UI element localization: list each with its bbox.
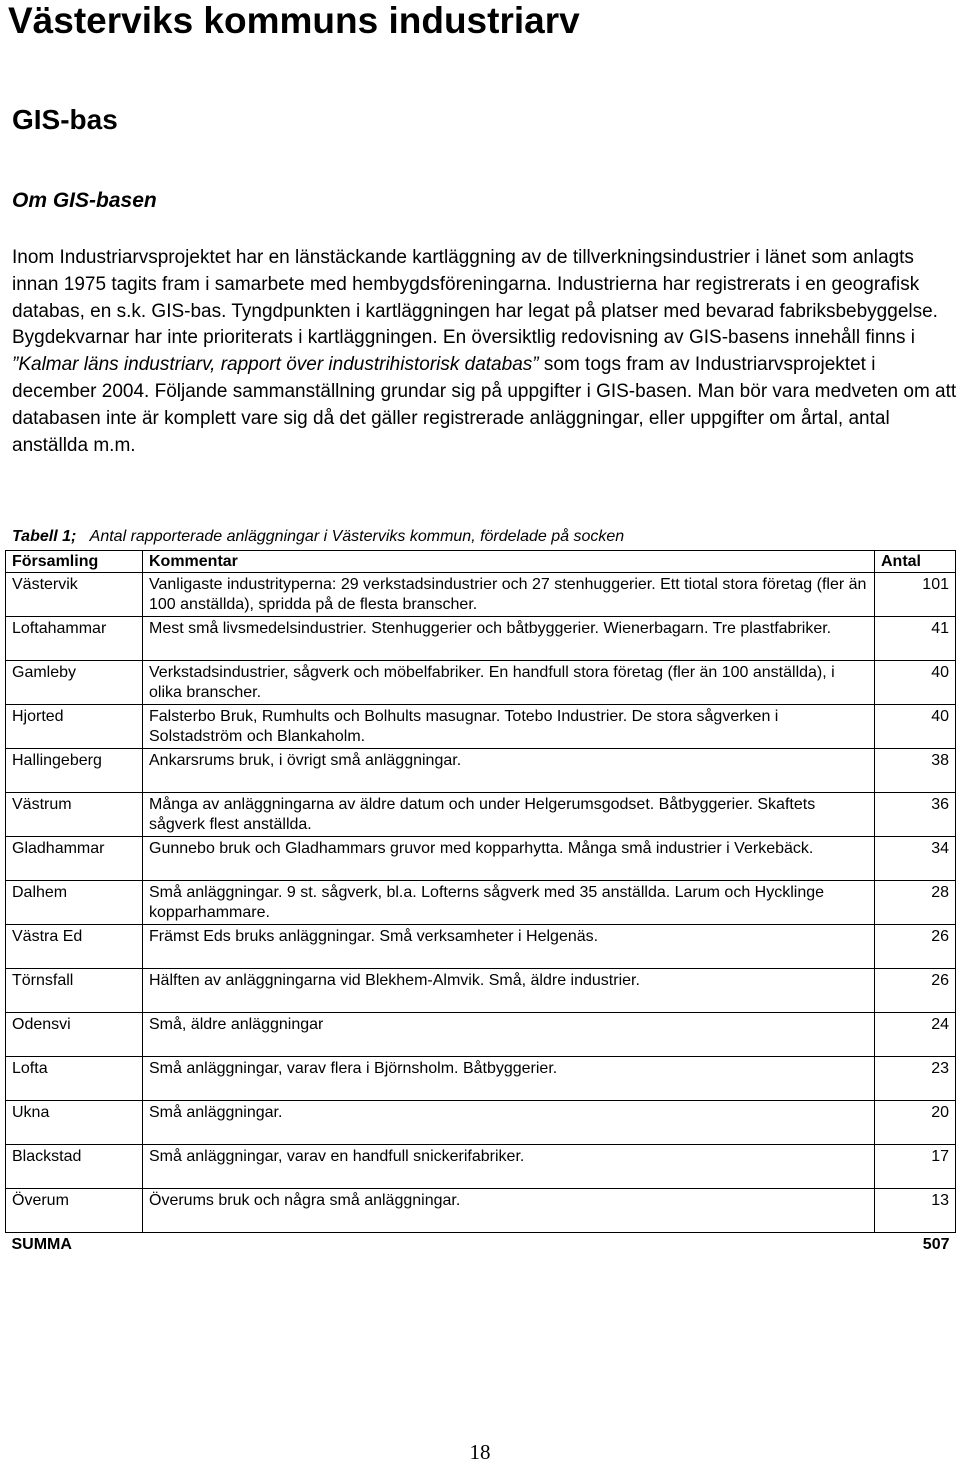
summary-row (6, 1233, 956, 1259)
comment-cell: Små anläggningar, varav en handfull snickerifabriker. (143, 1145, 875, 1189)
comment-cell: Falsterbo Bruk, Rumhults och Bolhults masugnar. Totebo Industrier. De stora sågverken i Solstadström och Blankaholm. (143, 705, 875, 749)
document-title: Västerviks kommuns industriarv (8, 0, 580, 41)
parish-cell: Västra Ed (6, 925, 143, 969)
table-row (6, 661, 956, 705)
table-caption (12, 527, 624, 547)
parish-cell: Hallingeberg (6, 749, 143, 793)
table-caption-label: Tabell 1; (12, 528, 77, 545)
comment-cell: Främst Eds bruks anläggningar. Små verksamheter i Helgenäs. (143, 925, 875, 969)
comment-cell: Ankarsrums bruk, i övrigt små anläggningar. (143, 749, 875, 793)
comment-cell: Vanligaste industrityperna: 29 verkstadsindustrier och 27 stenhuggerier. Ett tiotal stora företag (fler än 100 anställda), spridda på de flesta branscher. (143, 573, 875, 617)
table-header-row (6, 551, 956, 573)
count-cell: 24 (875, 1013, 956, 1057)
count-cell: 34 (875, 837, 956, 881)
table-row (6, 1057, 956, 1101)
count-cell: 26 (875, 969, 956, 1013)
summary-label: SUMMA (11, 1236, 72, 1253)
parish-cell: Odensvi (6, 1013, 143, 1057)
parish-table (5, 550, 956, 1259)
parish-cell: Västrum (6, 793, 143, 837)
page-number: 18 (469, 1440, 491, 1464)
table-row (6, 969, 956, 1013)
parish-cell: Ukna (6, 1101, 143, 1145)
intro-text-part1: Inom Industriarvsprojektet har en länstäckande kartläggning av de tillverkningsindustrier i länet som anlagts innan 1975 tagits fram i samarbete med hembygdsföreningarna. Industrierna har registrerats i en geografisk databas, en s.k. GIS-bas. Tyngdpunkten i kartläggningen har legat på platser med bevarad fabriksbebyggelse. Bygdekvarnar har inte prioriterats i kartläggningen. En översiktlig redovisning av GIS-basens innehåll finns i (12, 247, 938, 349)
comment-cell: Små, äldre anläggningar (143, 1013, 875, 1057)
comment-cell: Hälften av anläggningarna vid Blekhem-Almvik. Små, äldre industrier. (143, 969, 875, 1013)
table-row (6, 793, 956, 837)
count-cell: 40 (875, 705, 956, 749)
comment-cell: Små anläggningar. (143, 1101, 875, 1145)
count-cell: 101 (875, 573, 956, 617)
comment-cell: Gunnebo bruk och Gladhammars gruvor med kopparhytta. Många små industrier i Verkebäck. (143, 837, 875, 881)
summary-total: 507 (922, 1236, 950, 1253)
table-row (6, 1101, 956, 1145)
count-cell: 38 (875, 749, 956, 793)
table-row (6, 881, 956, 925)
header-comment: Kommentar (143, 551, 875, 573)
parish-cell: Loftahammar (6, 617, 143, 661)
parish-cell: Lofta (6, 1057, 143, 1101)
section-heading: Om GIS-basen (12, 189, 157, 212)
intro-text-part2: som togs fram av Industriarvsprojektet i december 2004. Följande sammanställning grundar sig på uppgifter i GIS-basen. Man bör vara medveten om att databasen inte är komplett vare sig då det gäller registrerade anläggningar, eller uppgifter om årtal, antal anställda m.m. (12, 354, 957, 456)
header-count: Antal (875, 551, 956, 573)
count-cell: 26 (875, 925, 956, 969)
count-cell: 20 (875, 1101, 956, 1145)
parish-cell: Överum (6, 1189, 143, 1233)
comment-cell: Många av anläggningarna av äldre datum och under Helgerumsgodset. Båtbyggerier. Skaftets sågverk flest anställda. (143, 793, 875, 837)
table-row (6, 1145, 956, 1189)
comment-cell: Mest små livsmedelsindustrier. Stenhuggerier och båtbyggerier. Wienerbagarn. Tre plastfabriker. (143, 617, 875, 661)
table-body (6, 573, 956, 1233)
parish-cell: Västervik (6, 573, 143, 617)
count-cell: 23 (875, 1057, 956, 1101)
count-cell: 28 (875, 881, 956, 925)
table-row (6, 573, 956, 617)
count-cell: 41 (875, 617, 956, 661)
parish-cell: Törnsfall (6, 969, 143, 1013)
table-row (6, 837, 956, 881)
document-subtitle: GIS-bas (12, 104, 118, 135)
table-row (6, 749, 956, 793)
comment-cell: Små anläggningar, varav flera i Björnsholm. Båtbyggerier. (143, 1057, 875, 1101)
comment-cell: Överums bruk och några små anläggningar. (143, 1189, 875, 1233)
comment-cell: Verkstadsindustrier, sågverk och möbelfabriker. En handfull stora företag (fler än 100 anställda), i olika branscher. (143, 661, 875, 705)
count-cell: 13 (875, 1189, 956, 1233)
parish-cell: Gladhammar (6, 837, 143, 881)
table-row (6, 1013, 956, 1057)
parish-cell: Dalhem (6, 881, 143, 925)
parish-cell: Blackstad (6, 1145, 143, 1189)
header-parish: Församling (6, 551, 143, 573)
summary-empty (143, 1233, 875, 1259)
table-row (6, 1189, 956, 1233)
table-row (6, 617, 956, 661)
count-cell: 40 (875, 661, 956, 705)
intro-paragraph (12, 245, 957, 459)
count-cell: 17 (875, 1145, 956, 1189)
report-title: ”Kalmar läns industriarv, rapport över industrihistorisk databas” (12, 354, 539, 376)
table-row (6, 925, 956, 969)
parish-cell: Hjorted (6, 705, 143, 749)
count-cell: 36 (875, 793, 956, 837)
comment-cell: Små anläggningar. 9 st. sågverk, bl.a. Lofterns sågverk med 35 anställda. Larum och Hycklinge kopparhammare. (143, 881, 875, 925)
table-caption-text: Antal rapporterade anläggningar i Västerviks kommun, fördelade på socken (89, 528, 625, 545)
table-row (6, 705, 956, 749)
parish-cell: Gamleby (6, 661, 143, 705)
